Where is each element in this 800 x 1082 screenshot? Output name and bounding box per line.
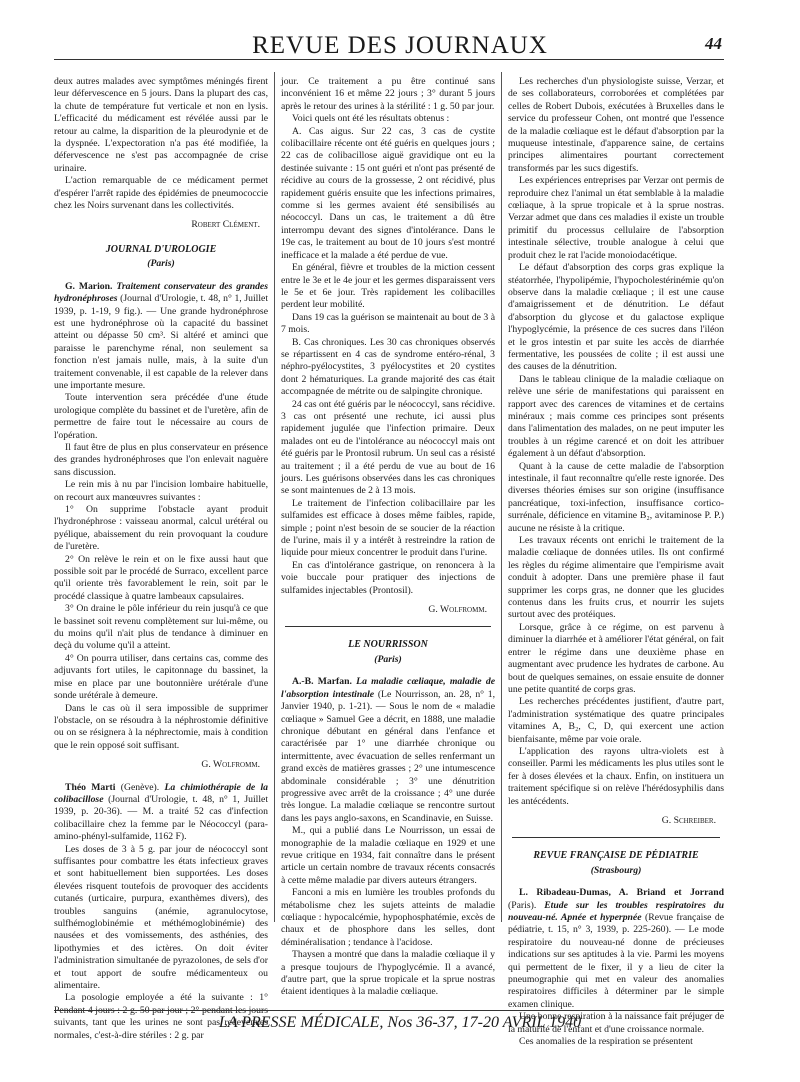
paragraph: L'application des rayons ultra-violets est à conseiller. Parmi les médicaments les plus utiles sont le fer à doses élevées et la chaux. Enfin, on instituera un traitement spécifique si on relève l'hérédosyphilis dans les antécédents. <box>508 745 724 807</box>
article-location: (Genève). <box>120 781 160 793</box>
column-divider <box>274 72 275 922</box>
column-middle <box>281 76 495 999</box>
section-city: (Strasbourg) <box>590 864 642 876</box>
article-title: La chimiothérapie de la colibacillose <box>54 781 269 805</box>
paragraph: Le traitement de l'infection colibacillaire par les sulfamides est efficace à doses même faibles, rapide, simple ; point n'est besoin de se soucier de la réaction de l'urine, mais il y a intérêt à restreindre la ration de liquide pour mieux concentrer le produit dans l'urine. <box>281 497 495 559</box>
paragraph: Une bonne respiration à la naissance fait préjuger de la maturité de l'enfant et d'une croissance normale. <box>508 1011 724 1035</box>
footer-rule <box>54 1010 724 1011</box>
footer-citation: LA PRESSE MÉDICALE, Nos 36-37, 17-20 AVRIL 1940 <box>218 1014 582 1031</box>
paragraph: La posologie employée a été la suivante : 1° Pendant 4 jours : 2 g. 50 par jour ; 2° pendant les jours suivants, tant que les urines ne sont pas redevenues normales, c'est-à-dire stériles : 2 g. par <box>54 992 268 1041</box>
paragraph: Quant à la cause de cette maladie de l'absorption intestinale, il faut reconnaître qu'elle reste ignorée. Des diverses théories émises sur son origine (insuffisance pancréatique, toxi-infection, insuffisance cortico-surrénale, déficience en vitamine B₂, avitaminose P. P.) aucune ne résiste à la critique. <box>508 460 724 534</box>
paragraph: 1° On supprime l'obstacle ayant produit l'hydronéphrose : vaisseau anormal, calcul urétéral ou pyélique, abaissement du rein provoquant la coudure de l'uretère. <box>54 504 268 553</box>
article-reference: (Revue française de pédiatrie, t. 15, n° 3, 1939, p. 225-260). — Le mode respiratoire du nouveau-né donne de précieuses indications sur ses aptitudes à la vie. Parmi les moyens qui permettent de le fixer, il y a lieu de citer la pneumographie qui met en valeur des anomalies respiratoires difficiles à déterminer par le simple examen clinique. <box>508 912 724 1010</box>
paragraph: B. Cas chroniques. Les 30 cas chroniques observés se répartissent en 4 cas de syndrome entéro-rénal, 3 néphro-pyélocystites, 3 pyélocystites et 20 cystites dont 2 hématuriques. La grande majorité des cas était accompagnée de métrite ou de salpingite chronique. <box>281 336 495 398</box>
column-right <box>508 76 724 1048</box>
paragraph: En général, fièvre et troubles de la miction cessent entre le 3e et le 4e jour et les germes disparaissent vers le 5e et 6e jour. Très rapidement les colibacilles perdent leur mobilité. <box>281 262 495 311</box>
paragraph: M., qui a publié dans Le Nourrisson, un essai de monographie de la maladie cœliaque en 1929 et une revue critique en 1934, fait connaître dans le présent article un certain nombre de travaux récents consacrés à cette même maladie par divers auteurs étrangers. <box>281 825 495 886</box>
paragraph: deux autres malades avec symptômes méningés firent leur défervescence en 5 jours. Dans la plupart des cas, la chute de température fut verticale et non en lysis. L'efficacité du médicament est révélée aussi par le retour au calme, la disparition de la pleurodynie et de la dyspnée. L'expectoration n'a pas été modifiée, la défervescence ne s'est pas accompagnée de crise urinaire. <box>54 76 268 174</box>
column-left <box>54 76 268 1042</box>
paragraph: Dans le cas où il sera impossible de supprimer l'obstacle, on se résoudra à la néphrostomie définitive ou on se résignera à la néphrectomie, mais à condition que le rein opposé soit suffisant. <box>54 702 268 751</box>
article-title: Traitement conservateur des grandes hydronéphroses <box>54 280 268 305</box>
paragraph: Le défaut d'absorption des corps gras explique la stéatorrhée, l'hypolipémie, l'hypocholestérinémie qu'on observe dans la maladie cœliaque ; il est une cause d'amaigrissement et de dénutrition. Le défaut d'absorption du glycose et du galactose explique l'hypoglycémie, la présence de ces sucres dans l'iléon et le gros intestin et par suite les accès de diarrhée fermentative, les poussées de colite ; il est aussi une des causes de la dénutrition. <box>508 262 724 373</box>
header-rule <box>54 59 724 60</box>
signature: G. Wolfromm. <box>201 759 260 771</box>
paragraph: 2° On relève le rein et on le fixe aussi haut que possible soit par le procédé de Surraco, excellent parce qu'il oriente très favorablement le rein, soit par le procédé classique à quatre lambeaux capsulaires. <box>54 553 268 602</box>
article-author: L. Ribadeau-Dumas, A. Briand et Jorrand <box>519 887 724 899</box>
paragraph: Toute intervention sera précédée d'une étude urologique complète du bassinet et de l'uretère, afin de permettre de faire tout le nécessaire au cours de l'opération. <box>54 392 268 441</box>
article-title: Etude sur les troubles respiratoires du nouveau-né. Apnée et hyperpnée <box>508 899 724 923</box>
paragraph: Thaysen a montré que dans la maladie cœliaque il y a presque toujours de l'hypoglycémie. Il a avancé, d'autre part, que la sprue tropicale et la sprue nostras étaient identiques à la maladie cœliaque. <box>281 949 495 998</box>
column-divider <box>501 72 502 922</box>
signature: Robert Clément. <box>191 219 260 231</box>
article-author: G. Marion. <box>65 280 113 292</box>
paragraph: Les doses de 3 à 5 g. par jour de néococcyl sont suffisantes pour combattre les états infectieux graves et sont habituellement bien supportées. Les doses élevées risquent toutefois de provoquer des accidents cutanés (urticaire, purpura, exanthèmes divers), des troubles sanguins (anémie, agranulocytose, sulfhémoglobinémie et méthémoglobinémie) des nausées et des vomissements, des asthénies, des lipothymies et des ictères. On doit éviter l'administration simultanée de pyrazolones, de sels d'or et tout apport de soufre médicamenteux ou alimentaire. <box>54 843 268 992</box>
signature: G. Schreiber. <box>661 814 716 826</box>
paragraph: 3° On draine le pôle inférieur du rein jusqu'à ce que le bassinet soit revenu complètement sur lui-même, ou du moins qu'il n'ait plus de tendance à diminuer en deçà du volume qu'il a atteint. <box>54 603 268 652</box>
page-number: 44 <box>705 34 722 53</box>
article-reference: (Le Nourrisson, an. 28, n° 1, Janvier 1940, p. 1-21). — Sous le nom de « maladie cœliaque » Samuel Gee a décrit, en 1888, une maladie chronique débutant en général dans l'enfance et caractérisée par 1° une diarrhée chronique ou intermittente, avec évacuation de selles renfermant un grand excès de matières grasses ; 2° une intumescence abdominale considérable ; 3° une dénutrition progressive avec arrêt de la croissance ; 4° une durée très longue. La maladie cœliaque se rencontre surtout dans les pays anglo-saxons, en Scandinavie, en Suisse. <box>281 688 496 824</box>
paragraph: A. Cas aigus. Sur 22 cas, 3 cas de cystite colibacillaire récente ont été guéris en quelques jours ; 22 cas de colibacillose aiguë gravidique ont eu la destinée suivante : 15 ont guéri et n'ont pas présenté de récidive au cours de la grossesse, 2 ont récidivé, plus rapidement guéris ensuite que les infections primaires, comme si les germes avaient été sensibilisés au néococcyl. Dans un cas, le traitement a dû être interrompu devant des signes d'intolérance. Dans le 19e cas, le traitement au bout de 10 jours s'est montré inefficace et la malade a été perdue de vue. <box>281 125 495 261</box>
section-heading: JOURNAL D'UROLOGIE <box>105 243 217 255</box>
article-author: Théo Marti <box>65 781 116 793</box>
paragraph: Les recherches d'un physiologiste suisse, Verzar, et de ses collaborateurs, corroborées et complétées par celles de Robert Dubois, exécutées à Bruxelles dans le service du professeur Cohen, ont montré que l'essence de la maladie cœliaque est le défaut d'absorption par la muqueuse intestinale, d'apparence saine, de certains principes alimentaires pourtant correctement transformés par les sucs digestifs. <box>508 76 724 174</box>
article-reference: (Journal d'Urologie, t. 48, n° 1, Juillet 1939, p. 20-36). — M. a traité 52 cas d'infection colibacillaire chez la femme par le Néococcyl (para-amino-phényl-sulfamide, 1162 F). <box>54 793 269 843</box>
section-rule <box>285 626 491 627</box>
paragraph: 4° On pourra utiliser, dans certains cas, comme des adjuvants fort utiles, le capitonnage du bassinet, la mise en place par une boutonnière urétérale d'une sonde urétérale à demeure. <box>54 652 268 702</box>
paragraph: En cas d'intolérance gastrique, on renoncera à la voie buccale pour pratiquer des injections de sulfamides injectables (Prontosil). <box>281 559 495 596</box>
paragraph: Dans le tableau clinique de la maladie cœliaque on relève une série de manifestations qui paraissent en rapport avec des carences de vitamines et de certains minéraux ; mais comme ces principes sont présents dans l'alimentation des malades, on ne peut imputer les troubles à un régime carencé et on doit les attribuer également à un défaut d'absorption. <box>508 373 724 460</box>
article-title: La maladie cœliaque, maladie de l'absorption intestinale <box>281 676 495 700</box>
section-city: (Paris) <box>147 258 175 270</box>
article-intro <box>281 676 495 825</box>
paragraph: Les expériences entreprises par Verzar ont permis de reproduire chez l'animal un état semblable à la maladie cœliaque, à la sprue tropicale et à la sprue nostras. Verzar admet que dans ces maladies il existe un trouble primitif du processus cellulaire de l'absorption intestinale sélective, trouble analogue à celui que produit chez le rat l'acide monoiodacétique. <box>508 175 724 261</box>
signature: G. Wolfromm. <box>428 604 487 616</box>
paragraph: Les travaux récents ont enrichi le traitement de la maladie cœliaque de données utiles. Ils ont confirmé les règles du régime alimentaire que l'empirisme avait conduit à adopter. Dans une première phase il faut supprimer les corps gras, ne donner que les glucides contenus dans les fruits crus, et nourrir les sujets surtout avec des protéiques. <box>508 535 724 621</box>
section-city: (Paris) <box>374 653 402 665</box>
article-intro <box>508 887 724 1011</box>
paragraph: Le rein mis à nu par l'incision lombaire habituelle, on recourt aux manœuvres suivantes : <box>54 479 268 503</box>
section-rule <box>512 837 720 838</box>
paragraph: Fanconi a mis en lumière les troubles profonds du métabolisme chez les sujets atteints de maladie cœliaque : hypocalcémie, hypophosphatémie, excès de chaux et de phosphore dans les selles, dont déminéralisation ; tendance à l'acidose. <box>281 887 495 948</box>
paragraph: Ces anomalies de la respiration se présentent <box>519 1036 693 1048</box>
journal-section-title: REVUE DES JOURNAUX <box>252 32 548 59</box>
paragraph: Voici quels ont été les résultats obtenus : <box>292 113 450 125</box>
paragraph: Les recherches précédentes justifient, d'autre part, l'administration systématique des quatre principales vitamines A, B₂, C, D, qui exercent une action bienfaisante, même par voie orale. <box>508 696 724 745</box>
paragraph: Il faut être de plus en plus conservateur en présence des grandes hydronéphroses que l'on enlevait naguère sans discussion. <box>54 441 268 478</box>
article-intro <box>54 281 268 393</box>
article-reference: (Journal d'Urologie, t. 48, n° 1, Juillet 1939, p. 1-19, 9 fig.). — Une grande hydronéphrose est une hydronéphrose où la capacité du bassinet atteint ou dépasse 50 cm³. Si altéré et aminci que paraisse le parenchyme rénal, non seulement sa fonction n'est jamais nulle, mais, à la suite d'un traitement convenable, il est capable de la relever dans une importante mesure. <box>54 293 269 391</box>
section-heading: REVUE FRANÇAISE DE PÉDIATRIE <box>533 850 699 862</box>
paragraph: 24 cas ont été guéris par le néococcyl, sans récidive. 3 cas ont présenté une rechute, ici aussi plus rapidement jugulée que l'infection primaire. Deux malades ont eu de l'intolérance au néococcyl mais ont été guéris par le Prontosil rubrum. Un seul cas a résisté au traitement ; il a été perdu de vue au bout de 16 jours. Les guérisons observées dans les cas chroniques se sont maintenues de 2 à 13 mois. <box>281 398 495 497</box>
paragraph: jour. Ce traitement a pu être continué sans inconvénient 16 et même 22 jours ; 3° durant 5 jours après le retour des urines à la stérilité : 1 g. 50 par jour. <box>281 76 495 112</box>
paragraph: L'action remarquable de ce médicament permet d'espérer l'arrêt rapide des épidémies de pneumococcie chez les Noirs survenant dans les collectivités. <box>54 175 268 212</box>
paragraph: Lorsque, grâce à ce régime, on est parvenu à diminuer la diarrhée et à améliorer l'état général, on fait entrer le régime dans une deuxième phase en augmentant avec prudence les hydrates de carbone. Au bout de quelques semaines, on essaie ensuite de donner une petite quantité de corps gras. <box>508 621 724 695</box>
article-intro <box>54 782 268 844</box>
article-location: (Paris). <box>508 899 537 911</box>
paragraph: Dans 19 cas la guérison se maintenait au bout de 3 à 7 mois. <box>281 311 495 336</box>
article-author: A.-B. Marfan. <box>292 676 352 688</box>
section-heading: LE NOURRISSON <box>348 639 428 651</box>
